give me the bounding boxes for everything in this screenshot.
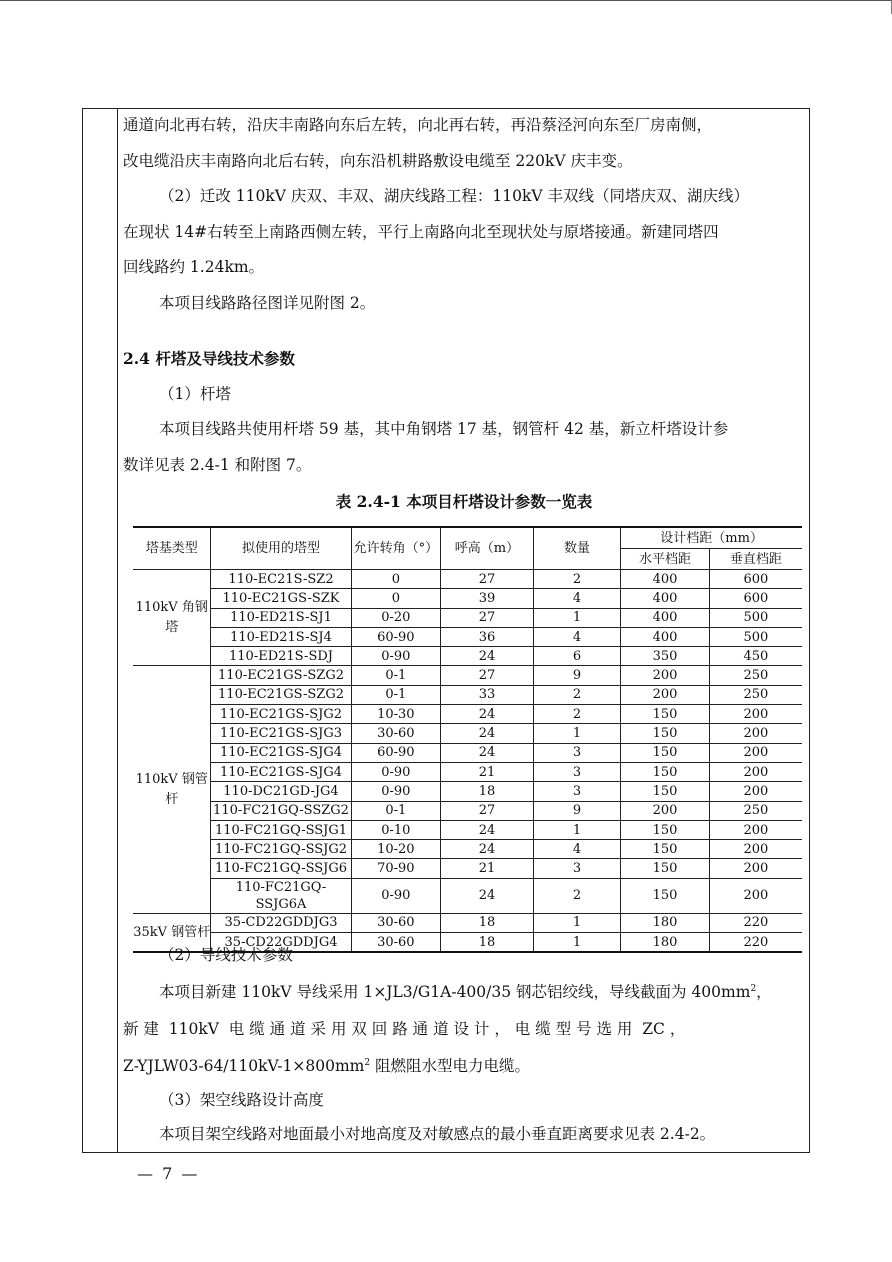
superscript: 2 xyxy=(364,1058,371,1069)
table-cell: 110-FC21GQ-SSJG1 xyxy=(211,820,351,839)
table-cell: 150 xyxy=(621,859,709,878)
table-cell: 27 xyxy=(441,666,534,685)
table-cell: 110-EC21S-SZ2 xyxy=(211,570,351,589)
table-cell: 0 xyxy=(351,570,441,589)
table-cell: 3 xyxy=(533,762,620,781)
paragraph-line: 数详见表 2.4-1 和附图 7。 xyxy=(123,455,312,474)
table-cell: 110-EC21GS-SZG2 xyxy=(211,685,351,704)
table-cell: 24 xyxy=(441,705,534,724)
table-cell: 3 xyxy=(533,782,620,801)
paragraph-line: 本项目线路路径图详见附图 2。 xyxy=(159,293,376,312)
table-cell: 3 xyxy=(533,743,620,762)
table-row xyxy=(133,782,802,801)
table-cell: 250 xyxy=(709,801,802,820)
table-cell: 35-CD22GDDJG3 xyxy=(211,913,351,932)
table-cell: 24 xyxy=(441,840,534,859)
header-vertical: 垂直档距 xyxy=(709,549,802,570)
table-cell: 180 xyxy=(621,913,709,932)
table-cell: 0-90 xyxy=(351,878,441,913)
header-height: 呼高（m） xyxy=(441,527,534,570)
header-tower-model: 拟使用的塔型 xyxy=(211,527,351,570)
group-label: 35kV 钢管杆 xyxy=(133,913,211,952)
section-heading: 2.4 杆塔及导线技术参数 xyxy=(123,349,295,368)
paragraph-line: 通道向北再右转，沿庆丰南路向东后左转，向北再右转，再沿蔡泾河向东至厂房南侧， xyxy=(123,116,713,134)
paragraph-line xyxy=(123,1046,805,1083)
table-cell: 1 xyxy=(533,724,620,743)
table-row xyxy=(133,801,802,820)
table-row xyxy=(133,705,802,724)
table-cell: 39 xyxy=(441,589,534,608)
paragraph-line: （2）迁改 110kV 庆双、丰双、湖庆线路工程：110kV 丰双线（同塔庆双、湖庆线） xyxy=(159,187,749,205)
sub-heading: （1）杆塔 xyxy=(159,384,231,403)
text-run: ， xyxy=(756,983,772,1002)
table-row xyxy=(133,570,802,589)
paragraph-line: 新 建 110kV 电 缆 通 道 采 用 双 回 路 通 道 设 计 ， 电 缆 型 号 选 用 ZC ， xyxy=(123,1020,686,1039)
table-cell: 33 xyxy=(441,685,534,704)
table-cell: 30-60 xyxy=(351,724,441,743)
table-cell: 24 xyxy=(441,820,534,839)
table-row xyxy=(133,820,802,839)
table-cell: 18 xyxy=(441,933,534,953)
table-cell: 9 xyxy=(533,801,620,820)
table-cell: 200 xyxy=(621,685,709,704)
table-cell: 60-90 xyxy=(351,627,441,646)
table-cell: 1 xyxy=(533,913,620,932)
table-cell: 400 xyxy=(621,627,709,646)
table-row xyxy=(133,724,802,743)
table-cell: 150 xyxy=(621,878,709,913)
table-row xyxy=(133,878,802,913)
table-cell: 500 xyxy=(709,608,802,627)
table-row xyxy=(133,840,802,859)
page-number: — 7 — xyxy=(137,1164,200,1183)
header-base-type: 塔基类型 xyxy=(133,527,211,570)
table-cell: 200 xyxy=(709,859,802,878)
table-row xyxy=(133,685,802,704)
paragraph-line: 本项目架空线路对地面最小对地高度及对敏感点的最小垂直距离要求见表 2.4-2。 xyxy=(159,1125,716,1144)
group-label: 110kV 钢管杆 xyxy=(133,666,211,913)
header-count: 数量 xyxy=(533,527,620,570)
table-cell: 110-EC21GS-SJG4 xyxy=(211,762,351,781)
table-cell: 24 xyxy=(441,743,534,762)
table-cell: 200 xyxy=(709,878,802,913)
table-cell: 600 xyxy=(709,589,802,608)
table-cell: 400 xyxy=(621,570,709,589)
table-cell: 6 xyxy=(533,647,620,666)
table-cell: 200 xyxy=(709,724,802,743)
table-cell: 400 xyxy=(621,608,709,627)
table-cell: 110-EC21GS-SJG2 xyxy=(211,705,351,724)
table-cell: 21 xyxy=(441,859,534,878)
table-cell: 110-EC21GS-SJG3 xyxy=(211,724,351,743)
table-cell: 200 xyxy=(709,820,802,839)
table-cell: 110-FC21GQ-SSJG6A xyxy=(211,878,351,913)
table-cell: 2 xyxy=(533,685,620,704)
table-cell: 110-DC21GD-JG4 xyxy=(211,782,351,801)
table-cell: 200 xyxy=(621,801,709,820)
table-cell: 1 xyxy=(533,933,620,953)
table-row xyxy=(133,762,802,781)
conductor-section xyxy=(123,942,805,1151)
table-cell: 0-20 xyxy=(351,608,441,627)
table-cell: 24 xyxy=(441,647,534,666)
sub-heading: （3）架空线路设计高度 xyxy=(159,1091,324,1110)
table-cell: 2 xyxy=(533,878,620,913)
table-cell: 60-90 xyxy=(351,743,441,762)
table-cell: 0-1 xyxy=(351,666,441,685)
table-cell: 27 xyxy=(441,801,534,820)
table-cell: 2 xyxy=(533,570,620,589)
table-cell: 110-EC21GS-SZG2 xyxy=(211,666,351,685)
body-text xyxy=(123,108,805,483)
table-cell: 0-90 xyxy=(351,782,441,801)
table-cell: 70-90 xyxy=(351,859,441,878)
table-cell: 35-CD22GDDJG4 xyxy=(211,933,351,953)
table-cell: 220 xyxy=(709,913,802,932)
table-cell: 150 xyxy=(621,743,709,762)
table-cell: 150 xyxy=(621,820,709,839)
table-cell: 250 xyxy=(709,666,802,685)
table-row xyxy=(133,589,802,608)
table-cell: 200 xyxy=(709,743,802,762)
header-angle: 允许转角（°） xyxy=(351,527,441,570)
table-cell: 200 xyxy=(709,840,802,859)
table-cell: 200 xyxy=(621,666,709,685)
table-cell: 27 xyxy=(441,570,534,589)
table-cell: 200 xyxy=(709,762,802,781)
table-cell: 4 xyxy=(533,589,620,608)
text-run: 本项目新建 110kV 导线采用 1×JL3/G1A-400/35 钢芯铝绞线，导线截面为 400mm xyxy=(159,983,751,1002)
table-cell: 0-1 xyxy=(351,801,441,820)
table-cell: 18 xyxy=(441,782,534,801)
spacer xyxy=(123,321,805,341)
sub-heading: （2）导线技术参数 xyxy=(159,946,293,964)
table-row xyxy=(133,608,802,627)
table-cell: 2 xyxy=(533,705,620,724)
text-run: 阻燃阻水型电力电缆。 xyxy=(370,1057,531,1076)
table-cell: 24 xyxy=(441,878,534,913)
table-cell: 4 xyxy=(533,840,620,859)
table-cell: 200 xyxy=(709,782,802,801)
table-cell: 9 xyxy=(533,666,620,685)
table-cell: 0-90 xyxy=(351,762,441,781)
table-cell: 110-FC21GQ-SSJG6 xyxy=(211,859,351,878)
table-cell: 10-30 xyxy=(351,705,441,724)
table-row xyxy=(133,913,802,932)
table-cell: 1 xyxy=(533,820,620,839)
table-cell: 150 xyxy=(621,705,709,724)
table-cell: 500 xyxy=(709,627,802,646)
table-cell: 400 xyxy=(621,589,709,608)
paragraph-line: 本项目线路共使用杆塔 59 基，其中角钢塔 17 基，钢管杆 42 基，新立杆塔设计参 xyxy=(159,420,729,438)
table-cell: 110-EC21GS-SZK xyxy=(211,589,351,608)
table-row xyxy=(133,859,802,878)
table-cell: 450 xyxy=(709,647,802,666)
table-cell: 27 xyxy=(441,608,534,627)
table-row xyxy=(133,666,802,685)
table-cell: 150 xyxy=(621,782,709,801)
table-cell: 350 xyxy=(621,647,709,666)
table-cell: 36 xyxy=(441,627,534,646)
table-cell: 150 xyxy=(621,840,709,859)
table-cell: 110-ED21S-SDJ xyxy=(211,647,351,666)
table-cell: 250 xyxy=(709,685,802,704)
table-cell: 110-ED21S-SJ1 xyxy=(211,608,351,627)
superscript: 2 xyxy=(750,984,757,994)
table-cell: 4 xyxy=(533,627,620,646)
table-cell: 30-60 xyxy=(351,913,441,932)
table-cell: 110-FC21GQ-SSZG2 xyxy=(211,801,351,820)
table-row xyxy=(133,627,802,646)
table-cell: 10-20 xyxy=(351,840,441,859)
table-cell: 110-FC21GQ-SSJG2 xyxy=(211,840,351,859)
table-cell: 110-ED21S-SJ4 xyxy=(211,627,351,646)
top-rule xyxy=(0,0,892,1)
table-cell: 30-60 xyxy=(351,933,441,953)
table-cell: 110-EC21GS-SJG4 xyxy=(211,743,351,762)
header-span: 设计档距（mm） xyxy=(621,527,802,549)
table-cell: 21 xyxy=(441,762,534,781)
header-horizontal: 水平档距 xyxy=(621,549,709,570)
paragraph-line: 改电缆沿庆丰南路向北后右转，向东沿机耕路敷设电缆至 220kV 庆丰变。 xyxy=(123,151,633,170)
paragraph-line: 回线路约 1.24km。 xyxy=(123,258,265,276)
table-cell: 18 xyxy=(441,913,534,932)
table-cell: 1 xyxy=(533,608,620,627)
table-row xyxy=(133,647,802,666)
table-cell: 600 xyxy=(709,570,802,589)
table-cell: 200 xyxy=(709,705,802,724)
tower-spec-table xyxy=(133,526,802,953)
table-cell: 0-90 xyxy=(351,647,441,666)
table-cell: 0 xyxy=(351,589,441,608)
table-row xyxy=(133,743,802,762)
table-cell: 220 xyxy=(709,933,802,953)
group-label: 110kV 角钢塔 xyxy=(133,570,211,666)
text-run: Z-YJLW03-64/110kV-1×800mm xyxy=(123,1057,365,1076)
table-cell: 24 xyxy=(441,724,534,743)
table-cell: 0-1 xyxy=(351,685,441,704)
table-caption: 表 2.4-1 本项目杆塔设计参数一览表 xyxy=(335,492,593,511)
paragraph-line xyxy=(123,969,805,1012)
frame-divider xyxy=(117,108,118,1153)
table-cell: 180 xyxy=(621,933,709,953)
paragraph-line: 在现状 14#右转至上南路西侧左转，平行上南路向北至现状处与原塔接通。新建同塔四 xyxy=(123,222,719,241)
table-cell: 0-10 xyxy=(351,820,441,839)
table-cell: 3 xyxy=(533,859,620,878)
table-cell: 150 xyxy=(621,762,709,781)
table-cell: 150 xyxy=(621,724,709,743)
